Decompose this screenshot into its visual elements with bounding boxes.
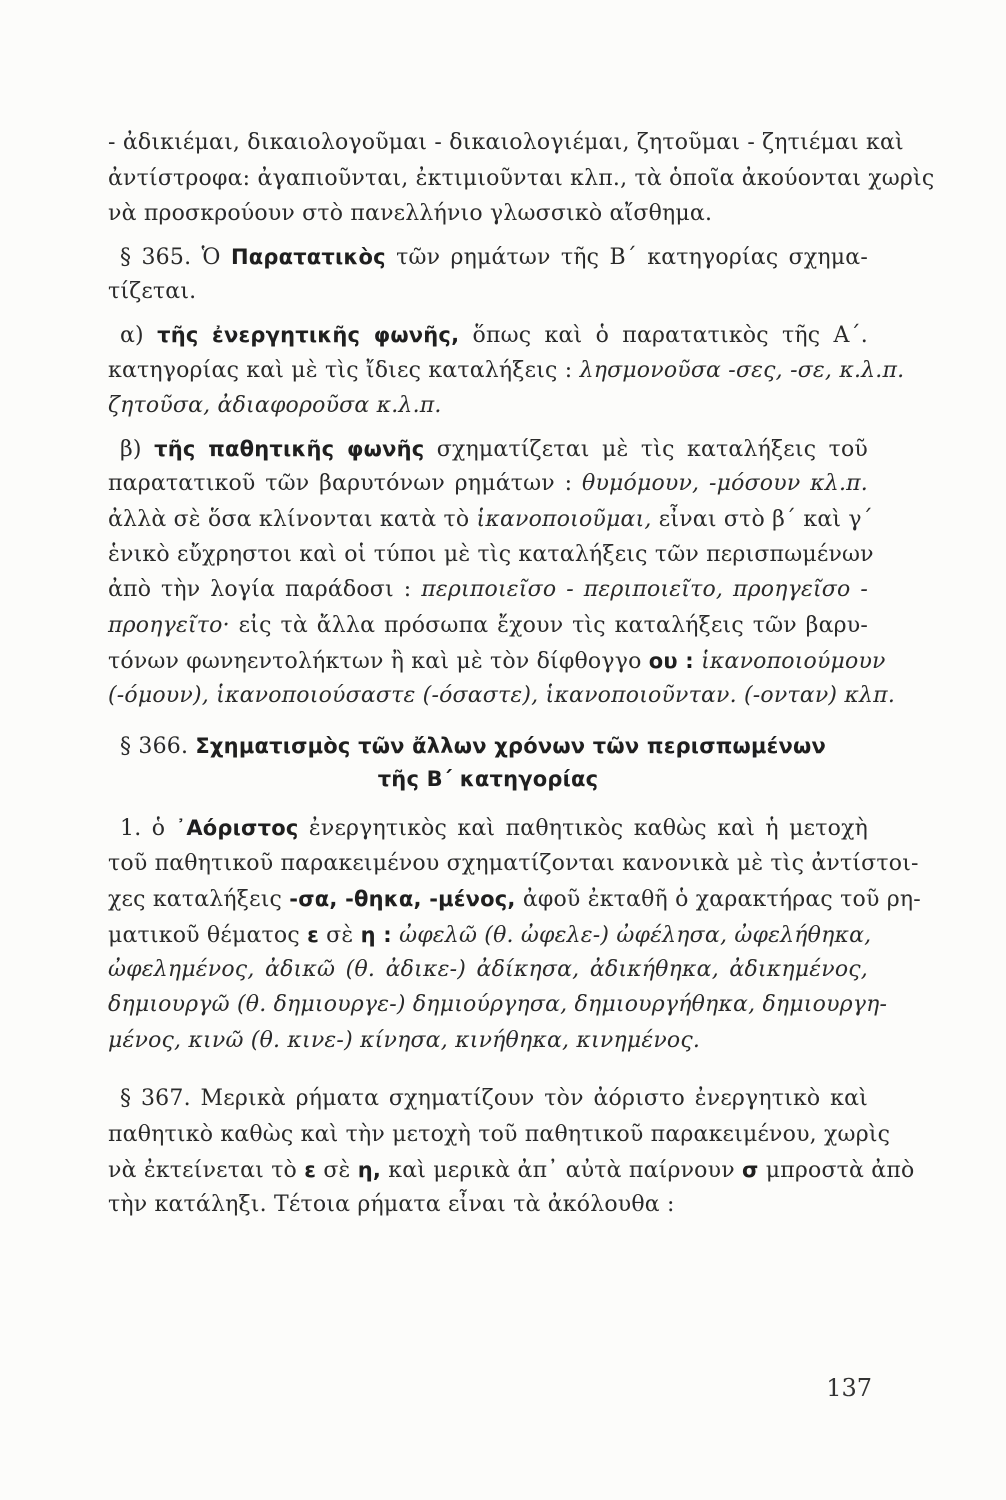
text-line: χες καταλήξεις -σα, -θηκα, -μένος, ἀφοῦ ἐκταθῆ ὁ χαρακτήρας τοῦ ρη- <box>108 887 921 912</box>
text-line: ματικοῦ θέματος ε σὲ η : ὠφελῶ (θ. ὠφελε-) ὠφέλησα, ὠφελήθηκα, <box>108 923 872 948</box>
text-line: τίζεται. <box>108 279 197 304</box>
text-line: 1. ὁ ᾿Αόριστος ἐνεργητικὸς καὶ παθητικὸς καθὼς καὶ ἡ μετοχὴ <box>120 816 869 841</box>
text-line: τὴν κατάληξι. Τέτοια ρήματα εἶναι τὰ ἀκόλουθα : <box>108 1192 675 1217</box>
text-line: τοῦ παθητικοῦ παρακειμένου σχηματίζονται κανονικὰ μὲ τὶς ἀντίστοι- <box>108 851 919 876</box>
section-366-heading-cont: τῆς Β΄ κατηγορίας <box>377 767 599 791</box>
bold-term: τῆς ἐνεργητικῆς φωνῆς, <box>157 323 460 347</box>
text-line: παθητικὸ καθὼς καὶ τὴν μετοχὴ τοῦ παθητικοῦ παρακειμένου, χωρὶς <box>108 1122 891 1147</box>
text-line: νὰ ἐκτείνεται τὸ ε σὲ η, καὶ μερικὰ ἀπ᾿ αὐτὰ παίρνουν σ μπροστὰ ἀπὸ <box>108 1158 915 1183</box>
section-367-heading: § 367. Μερικὰ ρήματα σχηματίζουν τὸν ἀόριστο ἐνεργητικὸ καὶ <box>120 1086 868 1111</box>
text-line: κατηγορίας καὶ μὲ τὶς ἴδιες καταλήξεις : λησμονοῦσα -σες, -σε, κ.λ.π. <box>108 358 905 383</box>
section-365-heading: § 365. Ὁ Παρατατικὸς τῶν ρημάτων τῆς Β΄ κατηγορίας σχημα- <box>120 245 868 270</box>
bold-term: τῆς παθητικῆς φωνῆς <box>154 437 425 461</box>
text-line: τόνων φωνηεντολήκτων ἢ καὶ μὲ τὸν δίφθογγο ου : ἱκανοποιούμουν <box>108 649 886 674</box>
text-line: ἑνικὸ εὔχρηστοι καὶ οἱ τύποι μὲ τὶς καταλήξεις τῶν περισπωμένων <box>108 542 874 567</box>
text-line: ἀπὸ τὴν λογία παράδοσι : περιποιεῖσο - περιποιεῖτο, προηγεῖσο - <box>108 577 869 602</box>
text-line: δημιουργῶ (θ. δημιουργε-) δημιούργησα, δημιουργήθηκα, δημιουργη- <box>108 992 888 1017</box>
text-line: ὠφελημένος, ἀδικῶ (θ. ἀδικε-) ἀδίκησα, ἀδικήθηκα, ἀδικημένος, <box>108 957 868 982</box>
text-line: παρατατικοῦ τῶν βαρυτόνων ρημάτων : θυμόμουν, -μόσουν κλ.π. <box>108 471 868 496</box>
section-366-heading: § 366. Σχηματισμὸς τῶν ἄλλων χρόνων τῶν περισπωμένων <box>120 734 827 759</box>
text-line: (-όμουν), ἱκανοποιούσαστε (-όσαστε), ἱκανοποιοῦνταν. (-ονταν) κλπ. <box>108 683 896 708</box>
page-number: 137 <box>826 1374 872 1402</box>
subsection-beta: β) τῆς παθητικῆς φωνῆς σχηματίζεται μὲ τὶς καταλήξεις τοῦ <box>120 437 868 462</box>
subsection-alpha: α) τῆς ἐνεργητικῆς φωνῆς, ὅπως καὶ ὁ παρατατικὸς τῆς Α΄. <box>120 323 868 348</box>
text-line: νὰ προσκρούουν στὸ πανελλήνιο γλωσσικὸ αἴσθημα. <box>108 201 713 226</box>
text-line: προηγεῖτο· εἰς τὰ ἄλλα πρόσωπα ἔχουν τὶς καταλήξεις τῶν βαρυ- <box>108 613 868 638</box>
text-line: ἀντίστροφα: ἀγαπιοῦνται, ἐκτιμιοῦνται κλπ., τὰ ὁποῖα ἀκούονται χωρὶς <box>108 166 935 191</box>
text-line: μένος, κινῶ (θ. κινε-) κίνησα, κινήθηκα, κινημένος. <box>108 1028 701 1053</box>
text-line: ζητοῦσα, ἀδιαφοροῦσα κ.λ.π. <box>108 393 442 418</box>
bold-term: Παρατατικὸς <box>230 245 386 269</box>
text-line: ἀλλὰ σὲ ὅσα κλίνονται κατὰ τὸ ἱκανοποιοῦμαι, εἶναι στὸ β΄ καὶ γ΄ <box>108 507 873 532</box>
text-line: - ἀδικιέμαι, δικαιολογοῦμαι - δικαιολογιέμαι, ζητοῦμαι - ζητιέμαι καὶ <box>108 130 904 155</box>
